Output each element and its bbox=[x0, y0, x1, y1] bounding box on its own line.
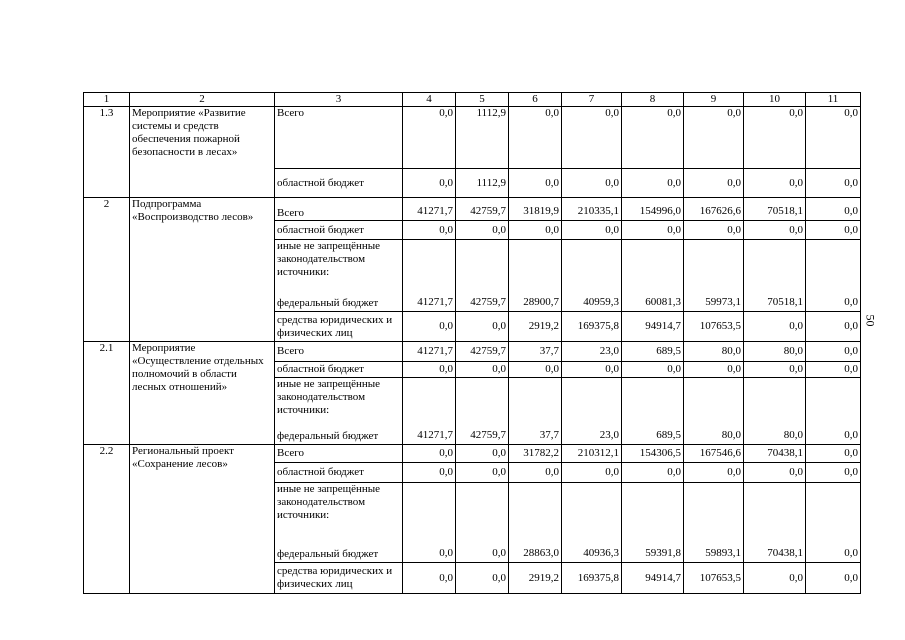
amount-cell: 23,0 bbox=[562, 342, 622, 362]
table-row bbox=[84, 342, 861, 362]
column-number: 2 bbox=[130, 93, 275, 107]
table-row bbox=[84, 198, 861, 221]
amount-cell: 0,0 bbox=[509, 463, 562, 483]
amount-cell: 0,0 bbox=[622, 169, 684, 198]
amount-cell: 0,0 bbox=[403, 563, 456, 594]
item-name: Региональный проект «Сохранение лесов» bbox=[130, 445, 275, 594]
amount-cell: 0,0 bbox=[562, 221, 622, 240]
amount-cell: 0,0 bbox=[744, 463, 806, 483]
amount-cell: 37,7 bbox=[509, 378, 562, 445]
amount-cell: 0,0 bbox=[806, 221, 861, 240]
amount-cell: 31819,9 bbox=[509, 198, 562, 221]
funding-source bbox=[275, 483, 403, 563]
amount-cell: 0,0 bbox=[509, 107, 562, 169]
amount-cell: 167626,6 bbox=[684, 198, 744, 221]
amount-cell: 0,0 bbox=[684, 169, 744, 198]
amount-cell: 41271,7 bbox=[403, 342, 456, 362]
amount-cell: 0,0 bbox=[562, 463, 622, 483]
amount-cell: 0,0 bbox=[744, 221, 806, 240]
amount-cell: 0,0 bbox=[684, 463, 744, 483]
amount-cell: 42759,7 bbox=[456, 198, 509, 221]
amount-cell: 70438,1 bbox=[744, 445, 806, 463]
amount-cell: 689,5 bbox=[622, 342, 684, 362]
amount-cell: 1112,9 bbox=[456, 107, 509, 169]
amount-cell: 0,0 bbox=[806, 107, 861, 169]
amount-cell: 0,0 bbox=[744, 107, 806, 169]
column-number-row bbox=[84, 93, 861, 107]
amount-cell: 0,0 bbox=[806, 362, 861, 378]
amount-cell: 0,0 bbox=[562, 107, 622, 169]
amount-cell: 40959,3 bbox=[562, 240, 622, 312]
amount-cell: 0,0 bbox=[456, 483, 509, 563]
budget-table bbox=[83, 92, 861, 594]
column-number: 6 bbox=[509, 93, 562, 107]
amount-cell: 59973,1 bbox=[684, 240, 744, 312]
column-number: 8 bbox=[622, 93, 684, 107]
amount-cell: 37,7 bbox=[509, 342, 562, 362]
amount-cell: 107653,5 bbox=[684, 563, 744, 594]
column-number: 11 bbox=[806, 93, 861, 107]
amount-cell: 169375,8 bbox=[562, 312, 622, 342]
column-number: 10 bbox=[744, 93, 806, 107]
amount-cell: 0,0 bbox=[622, 107, 684, 169]
column-number: 1 bbox=[84, 93, 130, 107]
amount-cell: 0,0 bbox=[403, 221, 456, 240]
amount-cell: 154996,0 bbox=[622, 198, 684, 221]
amount-cell: 0,0 bbox=[403, 483, 456, 563]
amount-cell: 0,0 bbox=[806, 198, 861, 221]
item-number: 2.1 bbox=[84, 342, 130, 445]
item-number: 2 bbox=[84, 198, 130, 342]
amount-cell: 0,0 bbox=[622, 463, 684, 483]
funding-source: областной бюджет bbox=[275, 463, 403, 483]
amount-cell: 0,0 bbox=[806, 463, 861, 483]
amount-cell: 70518,1 bbox=[744, 240, 806, 312]
amount-cell: 2919,2 bbox=[509, 563, 562, 594]
amount-cell: 80,0 bbox=[684, 378, 744, 445]
amount-cell: 167546,6 bbox=[684, 445, 744, 463]
amount-cell: 0,0 bbox=[562, 169, 622, 198]
amount-cell: 70438,1 bbox=[744, 483, 806, 563]
amount-cell: 0,0 bbox=[509, 169, 562, 198]
amount-cell: 0,0 bbox=[806, 169, 861, 198]
funding-source bbox=[275, 240, 403, 312]
funding-source: областной бюджет bbox=[275, 362, 403, 378]
amount-cell: 0,0 bbox=[806, 483, 861, 563]
amount-cell: 28900,7 bbox=[509, 240, 562, 312]
amount-cell: 70518,1 bbox=[744, 198, 806, 221]
amount-cell: 0,0 bbox=[456, 362, 509, 378]
column-number: 5 bbox=[456, 93, 509, 107]
amount-cell: 210312,1 bbox=[562, 445, 622, 463]
amount-cell: 689,5 bbox=[622, 378, 684, 445]
column-number: 4 bbox=[403, 93, 456, 107]
column-number: 3 bbox=[275, 93, 403, 107]
amount-cell: 0,0 bbox=[806, 378, 861, 445]
amount-cell: 0,0 bbox=[403, 312, 456, 342]
funding-source-subitem: федеральный бюджет bbox=[277, 430, 379, 442]
funding-source: Всего bbox=[275, 198, 403, 221]
amount-cell: 0,0 bbox=[456, 312, 509, 342]
column-number: 7 bbox=[562, 93, 622, 107]
item-number: 2.2 bbox=[84, 445, 130, 594]
table-row bbox=[84, 445, 861, 463]
amount-cell: 0,0 bbox=[403, 107, 456, 169]
amount-cell: 60081,3 bbox=[622, 240, 684, 312]
amount-cell: 0,0 bbox=[806, 312, 861, 342]
amount-cell: 0,0 bbox=[509, 221, 562, 240]
amount-cell: 0,0 bbox=[684, 362, 744, 378]
funding-source-subitem: федеральный бюджет bbox=[277, 548, 379, 560]
amount-cell: 40936,3 bbox=[562, 483, 622, 563]
amount-cell: 28863,0 bbox=[509, 483, 562, 563]
funding-source: областной бюджет bbox=[275, 221, 403, 240]
amount-cell: 59893,1 bbox=[684, 483, 744, 563]
amount-cell: 0,0 bbox=[456, 563, 509, 594]
amount-cell: 41271,7 bbox=[403, 198, 456, 221]
amount-cell: 0,0 bbox=[744, 362, 806, 378]
funding-source: Всего bbox=[275, 445, 403, 463]
funding-source-heading: иные не запрещённые законодательством источники: bbox=[277, 378, 381, 416]
item-name: Мероприятие «Осуществление отдельных полномочий в области лесных отношений» bbox=[130, 342, 275, 445]
funding-source: Всего bbox=[275, 107, 403, 169]
amount-cell: 0,0 bbox=[403, 445, 456, 463]
amount-cell: 80,0 bbox=[744, 342, 806, 362]
amount-cell: 154306,5 bbox=[622, 445, 684, 463]
amount-cell: 0,0 bbox=[744, 312, 806, 342]
amount-cell: 0,0 bbox=[806, 240, 861, 312]
amount-cell: 31782,2 bbox=[509, 445, 562, 463]
amount-cell: 0,0 bbox=[403, 169, 456, 198]
amount-cell: 210335,1 bbox=[562, 198, 622, 221]
funding-source bbox=[275, 378, 403, 445]
amount-cell: 0,0 bbox=[744, 563, 806, 594]
funding-source-subitem: федеральный бюджет bbox=[277, 297, 379, 309]
amount-cell: 0,0 bbox=[456, 463, 509, 483]
item-number: 1.3 bbox=[84, 107, 130, 198]
amount-cell: 42759,7 bbox=[456, 342, 509, 362]
amount-cell: 0,0 bbox=[622, 221, 684, 240]
amount-cell: 1112,9 bbox=[456, 169, 509, 198]
funding-source: средства юридических и физических лиц bbox=[275, 312, 403, 342]
amount-cell: 94914,7 bbox=[622, 563, 684, 594]
funding-source: областной бюджет bbox=[275, 169, 403, 198]
amount-cell: 0,0 bbox=[456, 221, 509, 240]
amount-cell: 107653,5 bbox=[684, 312, 744, 342]
amount-cell: 80,0 bbox=[684, 342, 744, 362]
item-name: Мероприятие «Развитие системы и средств обеспечения пожарной безопасности в лесах» bbox=[130, 107, 275, 198]
amount-cell: 94914,7 bbox=[622, 312, 684, 342]
column-number: 9 bbox=[684, 93, 744, 107]
amount-cell: 0,0 bbox=[403, 362, 456, 378]
amount-cell: 0,0 bbox=[806, 342, 861, 362]
amount-cell: 0,0 bbox=[806, 563, 861, 594]
funding-source-heading: иные не запрещённые законодательством источники: bbox=[277, 240, 381, 278]
amount-cell: 59391,8 bbox=[622, 483, 684, 563]
amount-cell: 0,0 bbox=[456, 445, 509, 463]
amount-cell: 41271,7 bbox=[403, 240, 456, 312]
amount-cell: 42759,7 bbox=[456, 378, 509, 445]
amount-cell: 0,0 bbox=[509, 362, 562, 378]
amount-cell: 169375,8 bbox=[562, 563, 622, 594]
amount-cell: 0,0 bbox=[403, 463, 456, 483]
amount-cell: 0,0 bbox=[684, 221, 744, 240]
amount-cell: 41271,7 bbox=[403, 378, 456, 445]
amount-cell: 42759,7 bbox=[456, 240, 509, 312]
amount-cell: 80,0 bbox=[744, 378, 806, 445]
amount-cell: 0,0 bbox=[622, 362, 684, 378]
amount-cell: 23,0 bbox=[562, 378, 622, 445]
table-row bbox=[84, 107, 861, 169]
page-number: 50 bbox=[863, 314, 878, 327]
funding-source: Всего bbox=[275, 342, 403, 362]
funding-source-heading: иные не запрещённые законодательством источники: bbox=[277, 483, 381, 521]
amount-cell: 2919,2 bbox=[509, 312, 562, 342]
amount-cell: 0,0 bbox=[806, 445, 861, 463]
item-name: Подпрограмма «Воспроизводство лесов» bbox=[130, 198, 275, 342]
amount-cell: 0,0 bbox=[744, 169, 806, 198]
amount-cell: 0,0 bbox=[684, 107, 744, 169]
funding-source: средства юридических и физических лиц bbox=[275, 563, 403, 594]
amount-cell: 0,0 bbox=[562, 362, 622, 378]
